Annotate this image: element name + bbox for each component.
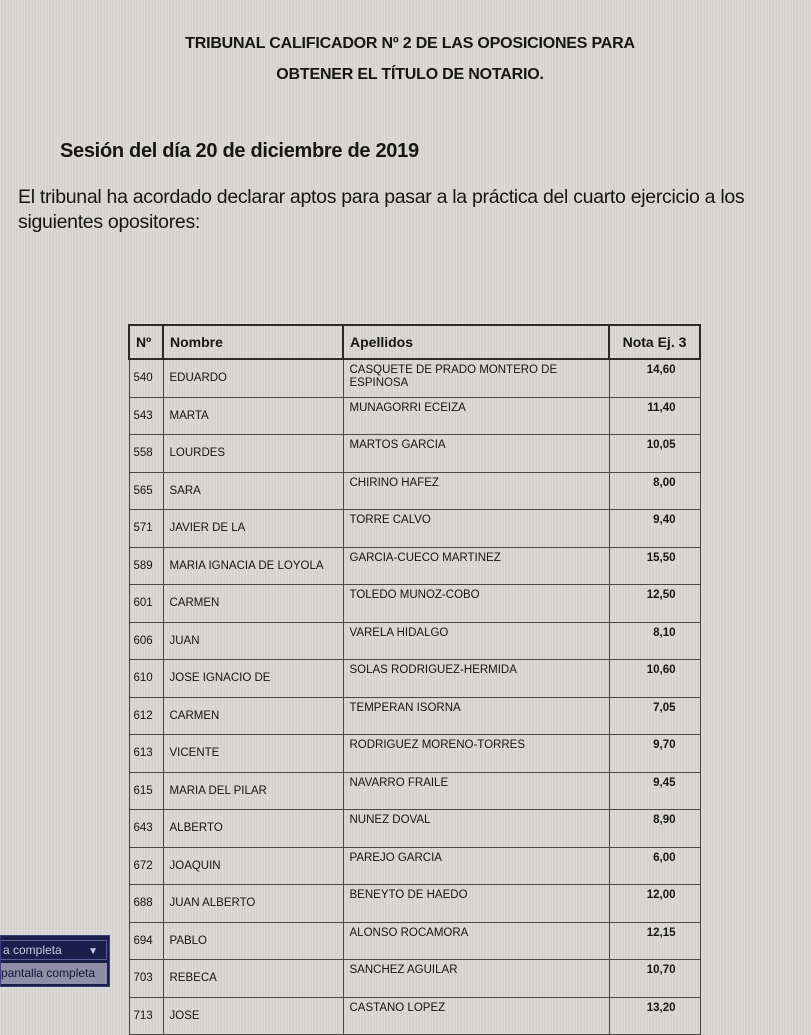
cell-apellidos: MARTOS GARCIA — [343, 435, 609, 473]
session-date: Sesión del día 20 de diciembre de 2019 — [60, 140, 419, 162]
table-row — [129, 547, 700, 585]
document-title-line-2: OBTENER EL TÍTULO DE NOTARIO. — [276, 66, 544, 83]
cell-apellidos: MUNAGORRI ECEIZA — [343, 397, 609, 435]
results-table — [128, 324, 701, 1035]
fullscreen-button[interactable]: pantalla completa — [1, 963, 107, 984]
cell-nota: 10,70 — [609, 960, 700, 998]
table-row — [129, 885, 700, 923]
cell-num: 613 — [129, 735, 163, 773]
cell-num: 543 — [129, 397, 163, 435]
cell-num: 703 — [129, 960, 163, 998]
table-header-row — [129, 325, 700, 359]
cell-nota: 8,90 — [609, 810, 700, 848]
cell-nota: 15,50 — [609, 547, 700, 585]
cell-num: 606 — [129, 622, 163, 660]
cell-nombre: JUAN — [163, 622, 343, 660]
cell-nombre: JOAQUIN — [163, 847, 343, 885]
table-row — [129, 622, 700, 660]
cell-num: 540 — [129, 359, 163, 397]
table-row — [129, 810, 700, 848]
table-row — [129, 397, 700, 435]
fullscreen-select[interactable] — [1, 940, 107, 960]
table-row — [129, 660, 700, 698]
cell-nota: 9,70 — [609, 735, 700, 773]
cell-num: 565 — [129, 472, 163, 510]
document-title-line-1: TRIBUNAL CALIFICADOR Nº 2 DE LAS OPOSICIONES PARA — [185, 35, 635, 52]
cell-nombre: CARMEN — [163, 697, 343, 735]
cell-apellidos: SANCHEZ AGUILAR — [343, 960, 609, 998]
cell-nombre: VICENTE — [163, 735, 343, 773]
table-row — [129, 435, 700, 473]
cell-apellidos: PAREJO GARCIA — [343, 847, 609, 885]
cell-apellidos: NUNEZ DOVAL — [343, 810, 609, 848]
table-row — [129, 960, 700, 998]
table-row — [129, 472, 700, 510]
cell-num: 713 — [129, 997, 163, 1035]
cell-apellidos: ALONSO ROCAMORA — [343, 922, 609, 960]
cell-nota: 8,00 — [609, 472, 700, 510]
cell-nombre: JOSE — [163, 997, 343, 1035]
cell-apellidos: CASTANO LOPEZ — [343, 997, 609, 1035]
table-row — [129, 772, 700, 810]
cell-num: 688 — [129, 885, 163, 923]
cell-nota: 9,45 — [609, 772, 700, 810]
cell-num: 589 — [129, 547, 163, 585]
table-row — [129, 510, 700, 548]
cell-apellidos: BENEYTO DE HAEDO — [343, 885, 609, 923]
cell-apellidos: TOLEDO MUNOZ-COBO — [343, 585, 609, 623]
cell-nombre: PABLO — [163, 922, 343, 960]
cell-nota: 11,40 — [609, 397, 700, 435]
cell-apellidos: GARCIA-CUECO MARTINEZ — [343, 547, 609, 585]
cell-apellidos: NAVARRO FRAILE — [343, 772, 609, 810]
cell-num: 612 — [129, 697, 163, 735]
table-row — [129, 585, 700, 623]
cell-nombre: LOURDES — [163, 435, 343, 473]
cell-num: 643 — [129, 810, 163, 848]
header-num: Nº — [129, 325, 163, 359]
cell-nombre: EDUARDO — [163, 359, 343, 397]
table-row — [129, 922, 700, 960]
cell-apellidos: CASQUETE DE PRADO MONTERO DE ESPINOSA — [343, 359, 609, 397]
cell-nombre: JAVIER DE LA — [163, 510, 343, 548]
cell-nota: 14,60 — [609, 359, 700, 397]
chevron-down-icon[interactable]: ▼ — [88, 946, 98, 957]
fullscreen-widget — [0, 935, 110, 987]
cell-apellidos: CHIRINO HAFEZ — [343, 472, 609, 510]
cell-nota: 13,20 — [609, 997, 700, 1035]
cell-num: 558 — [129, 435, 163, 473]
cell-nota: 12,15 — [609, 922, 700, 960]
header-nota: Nota Ej. 3 — [609, 325, 700, 359]
cell-num: 615 — [129, 772, 163, 810]
cell-nota: 12,50 — [609, 585, 700, 623]
cell-nombre: ALBERTO — [163, 810, 343, 848]
intro-paragraph: El tribunal ha acordado declarar aptos para pasar a la práctica del cuarto ejercicio a los siguientes opositores: — [18, 186, 745, 233]
cell-num: 571 — [129, 510, 163, 548]
cell-nota: 7,05 — [609, 697, 700, 735]
cell-nota: 9,40 — [609, 510, 700, 548]
table-row — [129, 847, 700, 885]
cell-nombre: CARMEN — [163, 585, 343, 623]
header-nombre: Nombre — [163, 325, 343, 359]
cell-num: 601 — [129, 585, 163, 623]
cell-nota: 10,60 — [609, 660, 700, 698]
cell-apellidos: RODRIGUEZ MORENO-TORRES — [343, 735, 609, 773]
cell-apellidos: TORRE CALVO — [343, 510, 609, 548]
cell-nombre: MARIA DEL PILAR — [163, 772, 343, 810]
cell-nombre: MARIA IGNACIA DE LOYOLA — [163, 547, 343, 585]
cell-nombre: MARTA — [163, 397, 343, 435]
table-row — [129, 359, 700, 397]
fullscreen-select-value: a completa — [3, 943, 62, 957]
cell-num: 672 — [129, 847, 163, 885]
cell-apellidos: SOLAS RODRIGUEZ-HERMIDA — [343, 660, 609, 698]
cell-num: 610 — [129, 660, 163, 698]
table-row — [129, 697, 700, 735]
cell-nombre: SARA — [163, 472, 343, 510]
cell-nota: 8,10 — [609, 622, 700, 660]
cell-nombre: JUAN ALBERTO — [163, 885, 343, 923]
header-apellidos: Apellidos — [343, 325, 609, 359]
table-row — [129, 997, 700, 1035]
cell-nota: 10,05 — [609, 435, 700, 473]
table-row — [129, 735, 700, 773]
cell-nota: 12,00 — [609, 885, 700, 923]
cell-nombre: REBECA — [163, 960, 343, 998]
cell-apellidos: VARELA HIDALGO — [343, 622, 609, 660]
cell-apellidos: TEMPERAN ISORNA — [343, 697, 609, 735]
cell-nota: 6,00 — [609, 847, 700, 885]
cell-num: 694 — [129, 922, 163, 960]
cell-nombre: JOSE IGNACIO DE — [163, 660, 343, 698]
